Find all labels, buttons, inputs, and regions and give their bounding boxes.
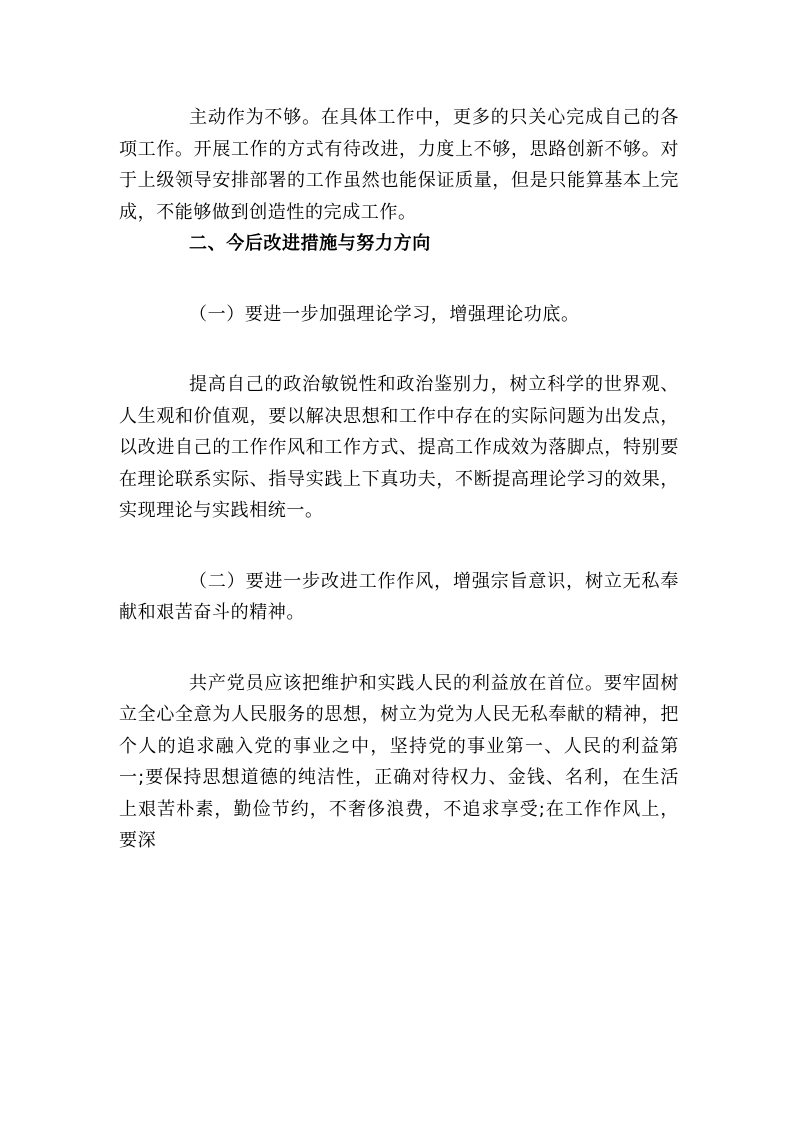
section-heading-2: 二、今后改进措施与努力方向 [189, 233, 431, 254]
paragraph-p1: 主动作为不够。在具体工作中，更多的只关心完成自己的各项工作。开展工作的方式有待改进，力度上不够，思路创新不够。对于上级领导安排部署的工作虽然也能保证质量，但是只能算基本上完成，不能够做到创造性的完成工作。 [119, 107, 679, 223]
document-body [119, 102, 679, 857]
paragraph-p2: 提高自己的政治敏锐性和政治鉴别力，树立科学的世界观、人生观和价值观，要以解决思想和工作中存在的实际问题为出发点，以改进自己的工作作风和工作方式、提高工作成效为落脚点，特别要在理论联系实际、指导实践上下真功夫，不断提高理论学习的效果，实现理论与实践相统一。 [119, 374, 679, 521]
subheading-2: （二）要进一步改进工作作风，增强宗旨意识，树立无私奉献和艰苦奋斗的精神。 [119, 570, 679, 623]
paragraph-p3: 共产党员应该把维护和实践人民的利益放在首位。要牢固树立全心全意为人民服务的思想，树立为党为人民无私奉献的精神，把个人的追求融入党的事业之中，坚持党的事业第一、人民的利益第一;要保持思想道德的纯洁性，正确对待权力、金钱、名利，在生活上艰苦朴素，勤俭节约，不奢侈浪费，不追求享受;在工作作风上，要深 [119, 672, 679, 851]
subheading-1: （一）要进一步加强理论学习，增强理论功底。 [189, 303, 580, 325]
